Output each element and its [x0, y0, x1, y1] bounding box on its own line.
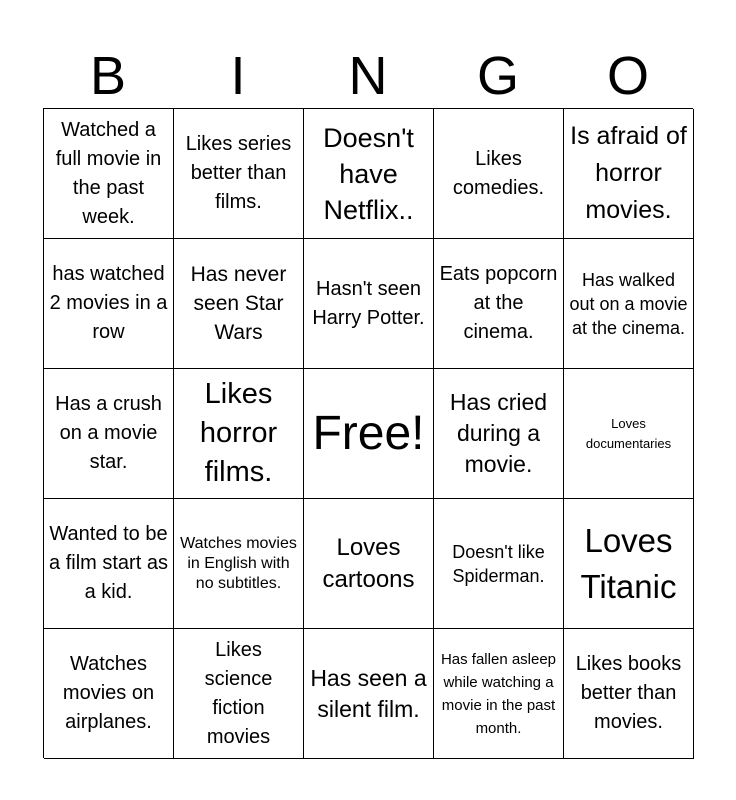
- cell-text: Wanted to be a film start as a kid.: [49, 523, 168, 603]
- cell-text: Has cried during a movie.: [449, 389, 548, 477]
- bingo-cell[interactable]: [44, 369, 174, 499]
- cell-text: Has never seen Star Wars: [190, 263, 287, 344]
- cell-text: Has walked out on a movie at the cinema.: [569, 269, 688, 338]
- header-letter-g: G: [476, 46, 519, 106]
- bingo-cell[interactable]: [174, 369, 304, 499]
- bingo-cell[interactable]: [304, 239, 434, 369]
- cell-text: Watches movies in English with no subtitles.: [180, 534, 297, 592]
- cell-text: Hasn't seen Harry Potter.: [312, 277, 425, 329]
- bingo-cell[interactable]: [434, 629, 564, 759]
- cell-text: Is afraid of horror movies.: [570, 122, 687, 224]
- bingo-cell[interactable]: [434, 239, 564, 369]
- bingo-cell[interactable]: [44, 499, 174, 629]
- header-letter-n: N: [348, 46, 388, 106]
- bingo-cell[interactable]: [174, 109, 304, 239]
- bingo-cell[interactable]: [564, 629, 694, 759]
- cell-text: Doesn't have Netflix..: [323, 122, 414, 225]
- cell-text: Watched a full movie in the past week.: [55, 118, 162, 228]
- bingo-cell[interactable]: [44, 239, 174, 369]
- bingo-cell[interactable]: [564, 499, 694, 629]
- cell-text: Loves cartoons: [322, 533, 415, 593]
- cell-text: Loves documentaries: [585, 415, 672, 451]
- bingo-cell[interactable]: [304, 109, 434, 239]
- bingo-cell[interactable]: [304, 629, 434, 759]
- header-letter-b: B: [89, 46, 127, 106]
- bingo-cell[interactable]: [44, 109, 174, 239]
- bingo-cell[interactable]: [564, 369, 694, 499]
- cell-text: Likes comedies.: [452, 147, 545, 199]
- cell-text: Loves Titanic: [580, 521, 677, 605]
- bingo-grid: [43, 108, 693, 758]
- cell-text: Likes series better than films.: [185, 133, 292, 213]
- cell-text: Has a crush on a movie star.: [55, 393, 162, 473]
- header-letter-i: I: [230, 46, 246, 106]
- cell-text: Has fallen asleep while watching a movie in the past month.: [440, 650, 557, 737]
- bingo-cell[interactable]: [564, 239, 694, 369]
- cell-text: Likes horror films.: [199, 378, 278, 488]
- bingo-cell[interactable]: [434, 109, 564, 239]
- cell-text: Eats popcorn at the cinema.: [439, 263, 558, 343]
- cell-text: Doesn't like Spiderman.: [452, 541, 545, 586]
- free-space-label: Free!: [312, 406, 425, 460]
- bingo-cell[interactable]: [174, 629, 304, 759]
- cell-text: Likes science fiction movies: [204, 638, 273, 748]
- cell-text: Likes books better than movies.: [575, 653, 682, 733]
- bingo-cell[interactable]: [304, 499, 434, 629]
- bingo-cell[interactable]: [174, 239, 304, 369]
- free-space-cell[interactable]: [304, 369, 434, 499]
- bingo-cell[interactable]: [564, 109, 694, 239]
- bingo-header: [43, 44, 693, 108]
- cell-text: has watched 2 movies in a row: [49, 263, 168, 343]
- bingo-cell[interactable]: [174, 499, 304, 629]
- header-letter-o: O: [606, 46, 649, 106]
- bingo-cell[interactable]: [44, 629, 174, 759]
- cell-text: Has seen a silent film.: [310, 664, 427, 722]
- bingo-cell[interactable]: [434, 499, 564, 629]
- cell-text: Watches movies on airplanes.: [62, 653, 155, 733]
- bingo-cell[interactable]: [434, 369, 564, 499]
